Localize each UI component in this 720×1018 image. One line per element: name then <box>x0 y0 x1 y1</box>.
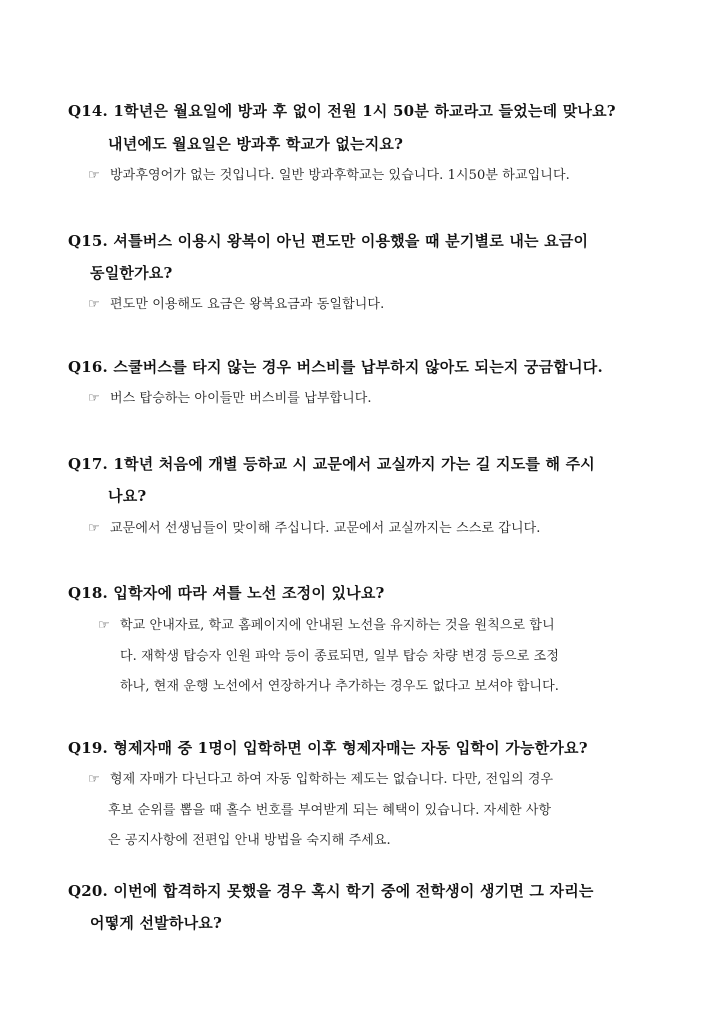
q16-answer <box>88 387 372 406</box>
q14-answer <box>88 164 570 183</box>
q17-question-line2: 나요? <box>108 487 147 505</box>
q15-question-line2: 동일한가요? <box>90 264 173 282</box>
q14-question-line1: Q14. 1학년은 월요일에 방과 후 없이 전원 1시 50분 하교라고 들었는데 맞나요? <box>68 102 616 120</box>
q16-answer-text: 버스 탑승하는 아이들만 버스비를 납부합니다. <box>110 391 372 406</box>
q18-question-line1: Q18. 입학자에 따라 셔틀 노선 조정이 있나요? <box>68 584 385 602</box>
q17-answer <box>88 517 541 536</box>
q16-question-line1: Q16. 스쿨버스를 타지 않는 경우 버스비를 납부하지 않아도 되는지 궁금합니다. <box>68 358 603 376</box>
pointing-hand-icon: ☞ <box>88 168 100 183</box>
q20-question-line1: Q20. 이번에 합격하지 못했을 경우 혹시 학기 중에 전학생이 생기면 그 자리는 <box>68 882 594 900</box>
pointing-hand-icon: ☞ <box>88 297 100 312</box>
q17-answer-text: 교문에서 선생님들이 맞이해 주십니다. 교문에서 교실까지는 스스로 갑니다. <box>110 521 541 536</box>
q18-answer-line2: 다. 재학생 탑승자 인원 파악 등이 종료되면, 일부 탑승 차량 변경 등으로 조정 <box>120 649 559 664</box>
q18-answer-line1 <box>98 614 555 633</box>
q19-answer-line2: 후보 순위를 뽑을 때 홀수 번호를 부여받게 되는 혜택이 있습니다. 자세한 사항 <box>108 803 552 818</box>
q15-answer-text: 편도만 이용해도 요금은 왕복요금과 동일합니다. <box>110 297 385 312</box>
pointing-hand-icon: ☞ <box>88 521 100 536</box>
q14-answer-text: 방과후영어가 없는 것입니다. 일반 방과후학교는 있습니다. 1시50분 하교입니다. <box>110 168 570 183</box>
q20-question-line2: 어떻게 선발하나요? <box>90 914 222 932</box>
q19-answer-text: 형제 자매가 다닌다고 하여 자동 입학하는 제도는 없습니다. 다만, 전입의 경우 <box>110 772 554 787</box>
q15-answer <box>88 293 384 312</box>
q19-answer-line1 <box>88 768 553 787</box>
q19-question-line1: Q19. 형제자매 중 1명이 입학하면 이후 형제자매는 자동 입학이 가능한가요? <box>68 739 588 757</box>
q14-question-line2: 내년에도 월요일은 방과후 학교가 없는지요? <box>108 135 404 153</box>
pointing-hand-icon: ☞ <box>88 772 100 787</box>
q15-question-line1: Q15. 셔틀버스 이용시 왕복이 아닌 편도만 이용했을 때 분기별로 내는 요금이 <box>68 232 589 250</box>
q19-answer-line3: 은 공지사항에 전편입 안내 방법을 숙지해 주세요. <box>108 833 391 848</box>
pointing-hand-icon: ☞ <box>88 391 100 406</box>
pointing-hand-icon: ☞ <box>98 618 110 633</box>
q18-answer-line3: 하나, 현재 운행 노선에서 연장하거나 추가하는 경우도 없다고 보셔야 합니다. <box>120 679 559 694</box>
q17-question-line1: Q17. 1학년 처음에 개별 등하교 시 교문에서 교실까지 가는 길 지도를 해 주시 <box>68 455 595 473</box>
q18-answer-text: 학교 안내자료, 학교 홈페이지에 안내된 노선을 유지하는 것을 원칙으로 합니 <box>120 618 555 633</box>
